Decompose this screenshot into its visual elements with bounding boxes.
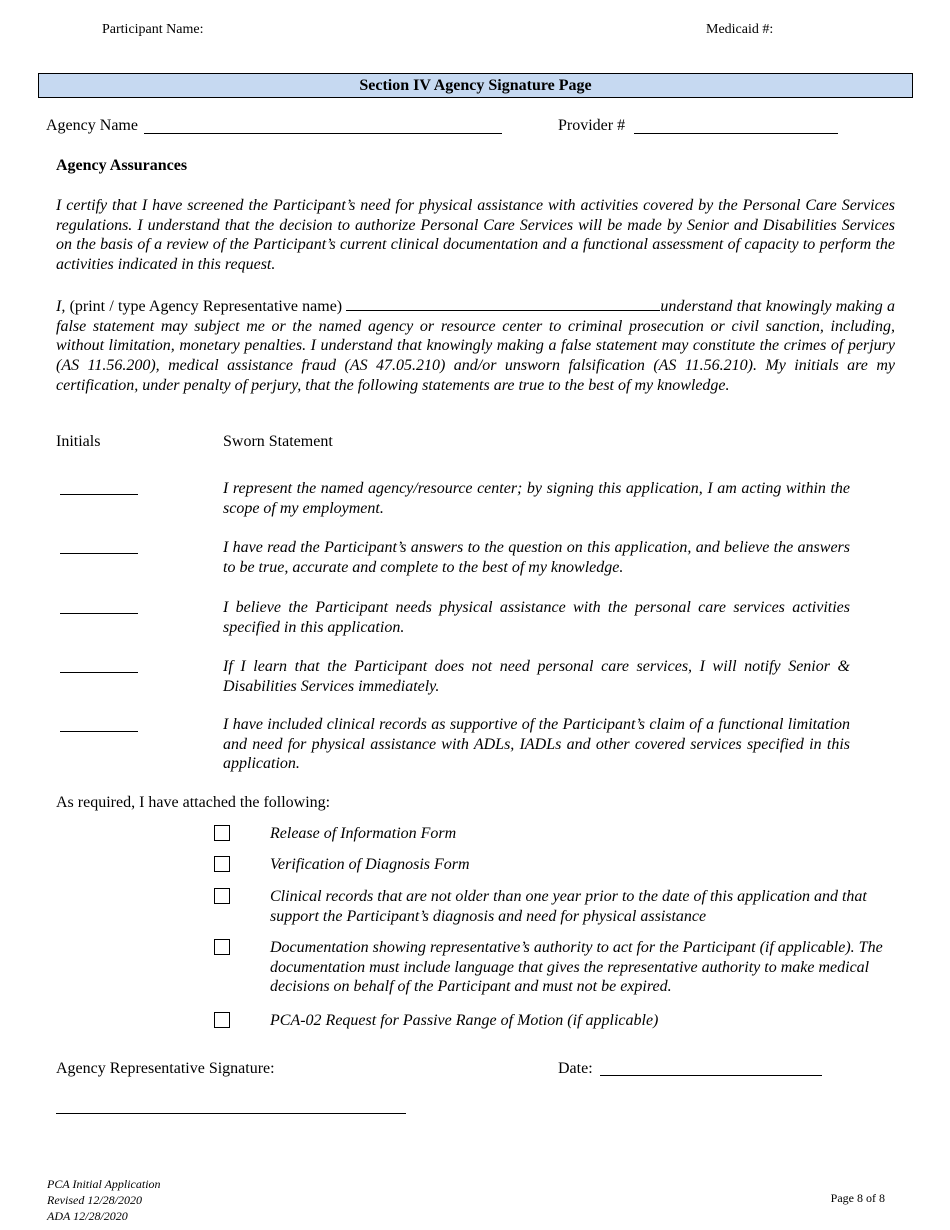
attachment-label-3: Clinical records that are not older than one year prior to the date of this application and that support the Participant’s diagnosis and need for physical assistance (270, 888, 867, 925)
initials-column-header: Initials (56, 433, 101, 450)
initials-field-5[interactable] (60, 731, 138, 732)
footer-form-name: PCA Initial Application (47, 1177, 161, 1191)
assurances-heading: Agency Assurances (56, 157, 188, 174)
rep-name-field[interactable] (346, 295, 660, 311)
sworn-statement-5: I have included clinical records as supportive of the Participant’s claim of a functional limitation and need for physical assistance with ADLs, IADLs and other covered services specified in this application. (223, 716, 850, 773)
signature-label: Agency Representative Signature: (56, 1060, 275, 1077)
representative-paragraph (56, 295, 895, 396)
sworn-statement-3: I believe the Participant needs physical assistance with the personal care services activities specified in this application. (223, 599, 850, 636)
certify-paragraph: I certify that I have screened the Participant’s need for physical assistance with activities covered by the Personal Care Services regulations. I understand that the decision to authorize Personal Care Services will be made by Senior and Disabilities Services on the basis of a review of the Participant’s current clinical documentation and a functional assessment of capacity to perform the activities indicated in this request. (56, 197, 895, 274)
rep-name-label: (print / type Agency Representative name) (69, 298, 343, 315)
attachment-label-4: Documentation showing representative’s authority to act for the Participant (if applicable). The documentation must include language that gives the representative authority to make medical decisions on behalf of the Participant and must not be expired. (270, 939, 883, 996)
footer-info (47, 1176, 161, 1224)
agency-name-field[interactable] (144, 118, 502, 134)
sworn-statement-1: I represent the named agency/resource center; by signing this application, I am acting within the scope of my employment. (223, 480, 850, 517)
sworn-statement-2: I have read the Participant’s answers to the question on this application, and believe the answers to be true, accurate and complete to the best of my knowledge. (223, 539, 850, 576)
initials-field-3[interactable] (60, 613, 138, 614)
attachment-checkbox-4[interactable] (214, 939, 230, 955)
attachment-checkbox-2[interactable] (214, 856, 230, 872)
attachment-checkbox-3[interactable] (214, 888, 230, 904)
attachment-checkbox-1[interactable] (214, 825, 230, 841)
initials-field-1[interactable] (60, 494, 138, 495)
attachment-label-5: PCA-02 Request for Passive Range of Motion (if applicable) (270, 1012, 659, 1029)
section-title: Section IV Agency Signature Page (38, 73, 913, 98)
attachment-label-1: Release of Information Form (270, 825, 457, 842)
signature-field[interactable] (56, 1098, 406, 1114)
sworn-statement-4: If I learn that the Participant does not need personal care services, I will notify Senior & Disabilities Services immediately. (223, 658, 850, 695)
footer-revised: Revised 12/28/2020 (47, 1193, 142, 1207)
attachments-intro: As required, I have attached the following: (56, 794, 331, 811)
agency-name-label: Agency Name (46, 117, 138, 134)
attachment-checkbox-5[interactable] (214, 1012, 230, 1028)
initials-field-2[interactable] (60, 553, 138, 554)
rep-statement-text: understand that knowingly making a false statement may subject me or the named agency or resource center to criminal prosecution or civil sanction, including, without limitation, monetary penalties. I understand that knowingly making a false statement may constitute the crimes of perjury (AS 11.56.200), medical assistance fraud (AS 47.05.210) and/or unsworn falsification (AS 11.56.210). My initials are my certification, under penalty of perjury, that the following statements are true to the best of my knowledge. (56, 298, 896, 394)
footer-ada: ADA 12/28/2020 (47, 1209, 128, 1223)
medicaid-number-label: Medicaid #: (706, 22, 774, 37)
date-label: Date: (558, 1060, 593, 1077)
provider-number-field[interactable] (634, 118, 838, 134)
rep-prefix-i: I, (56, 298, 66, 315)
provider-number-label: Provider # (558, 117, 626, 134)
participant-name-label: Participant Name: (102, 22, 204, 37)
page-number: Page 8 of 8 (830, 1191, 885, 1205)
attachment-label-2: Verification of Diagnosis Form (270, 856, 470, 873)
date-field[interactable] (600, 1060, 822, 1076)
sworn-statement-column-header: Sworn Statement (223, 433, 333, 450)
initials-field-4[interactable] (60, 672, 138, 673)
